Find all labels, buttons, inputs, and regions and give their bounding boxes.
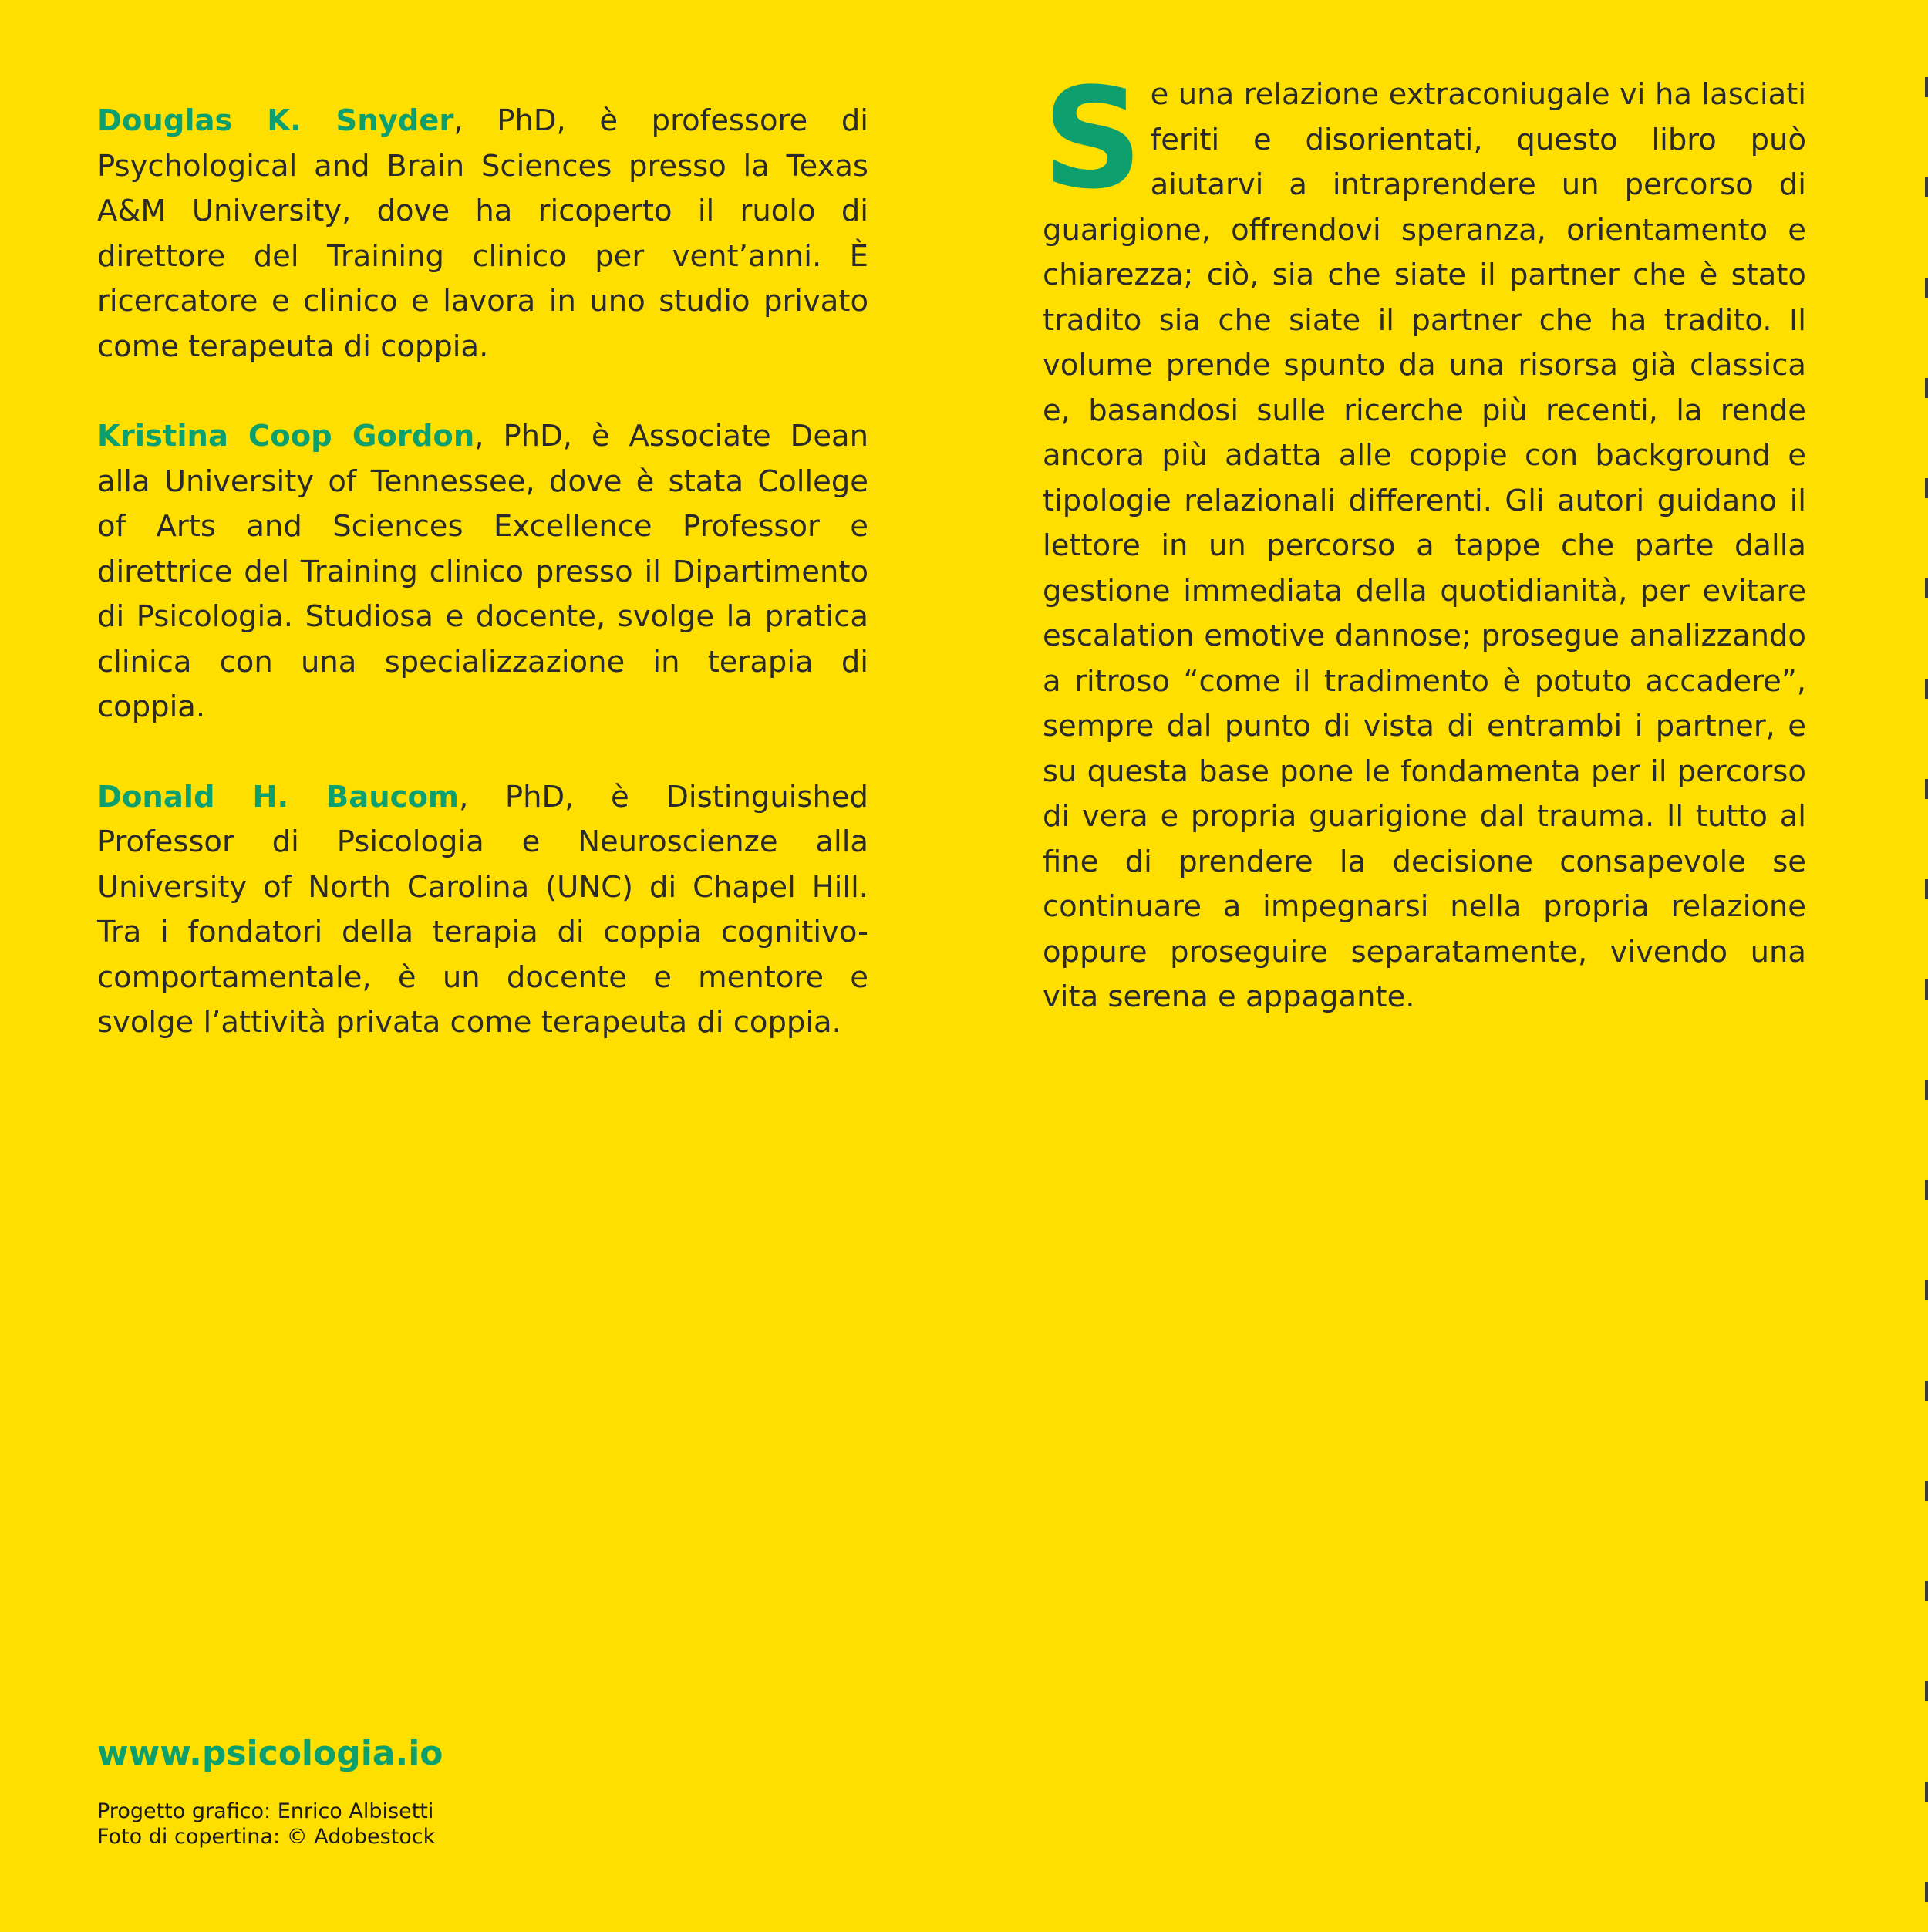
crop-mark <box>1925 478 1928 498</box>
author-bios <box>97 99 868 1091</box>
crop-mark <box>1925 1080 1928 1100</box>
crop-mark <box>1925 1882 1928 1902</box>
crop-mark <box>1925 879 1928 899</box>
author-name: Kristina Coop Gordon <box>97 419 475 453</box>
author-name: Douglas K. Snyder <box>97 103 454 138</box>
crop-mark <box>1925 578 1928 598</box>
crop-mark <box>1925 1581 1928 1601</box>
author-bio-text: , PhD, è Associate Dean alla University of Tennessee, dove è stata College of Arts and Sciences Excellence Professor e direttrice del Training clinico presso il Dipartimento di Psicologia. Studiosa e docente, svolge la pratica clinica con una specializzazione in terapia di coppia. <box>97 419 868 724</box>
crop-mark <box>1925 278 1928 298</box>
author-bio-baucom <box>97 775 868 1046</box>
crop-mark <box>1925 1481 1928 1501</box>
crop-mark <box>1925 1782 1928 1802</box>
author-bio-snyder <box>97 99 868 369</box>
author-bio-text: , PhD, è Distinguished Professor di Psicologia e Neuroscienze alla University of North Carolina (UNC) di Chapel Hill. Tra i fondatori della terapia di coppia cognitivo-comportamentale, è un docente e mentore e svolge l’attività privata come terapeuta di coppia. <box>97 779 868 1040</box>
crop-mark <box>1925 1681 1928 1701</box>
design-credit: Progetto grafico: Enrico Albisetti <box>97 1799 434 1823</box>
publisher-website-link[interactable]: www.psicologia.io <box>97 1734 443 1773</box>
book-description-text: e una relazione extraconiugale vi ha lasciati feriti e disorientati, questo libro può aiutarvi a intraprendere un percorso di guarigione, offrendovi speranza, orientamento e chiarezza; ciò, sia che siate il partner che è stato tradito sia che siate il partner che ha tradito. Il volume prende spunto da una risorsa già classica e, basandosi sulle ricerche più recenti, la rende ancora più adatta alle coppie con background e tipologie relazionali differenti. Gli autori guidano il lettore in un percorso a tappe che parte dalla gestione immediata della quotidianità, per evitare escalation emotive dannose; prosegue analizzando a ritroso “come il tradimento è potuto accadere”, sempre dal punto di vista di entrambi i partner, e su questa base pone le fondamenta per il percorso di vera e propria guarigione dal trauma. Il tutto al fine di prendere la decisione consapevole se continuare a impegnarsi nella propria relazione oppure proseguire separatamente, vivendo una vita serena e appagante. <box>1043 77 1806 1014</box>
credits <box>97 1799 435 1849</box>
author-name: Donald H. Baucom <box>97 779 460 814</box>
book-description <box>1043 59 1806 1020</box>
author-bio-gordon <box>97 414 868 730</box>
crop-mark <box>1925 979 1928 1000</box>
crop-mark <box>1925 1381 1928 1401</box>
photo-credit: Foto di copertina: © Adobestock <box>97 1825 436 1849</box>
crop-mark <box>1925 1280 1928 1300</box>
author-bio-text: , PhD, è professore di Psychological and Brain Sciences presso la Texas A&M University, dove ha ricoperto il ruolo di direttore del Training clinico per vent’anni. È ricercatore e clinico e lavora in uno studio privato come terapeuta di coppia. <box>97 103 868 364</box>
crop-mark <box>1925 77 1928 97</box>
crop-mark <box>1925 779 1928 799</box>
crop-mark <box>1925 679 1928 699</box>
crop-mark <box>1925 378 1928 398</box>
crop-mark <box>1925 177 1928 197</box>
drop-cap-letter: S <box>1043 59 1143 220</box>
crop-mark <box>1925 1180 1928 1200</box>
